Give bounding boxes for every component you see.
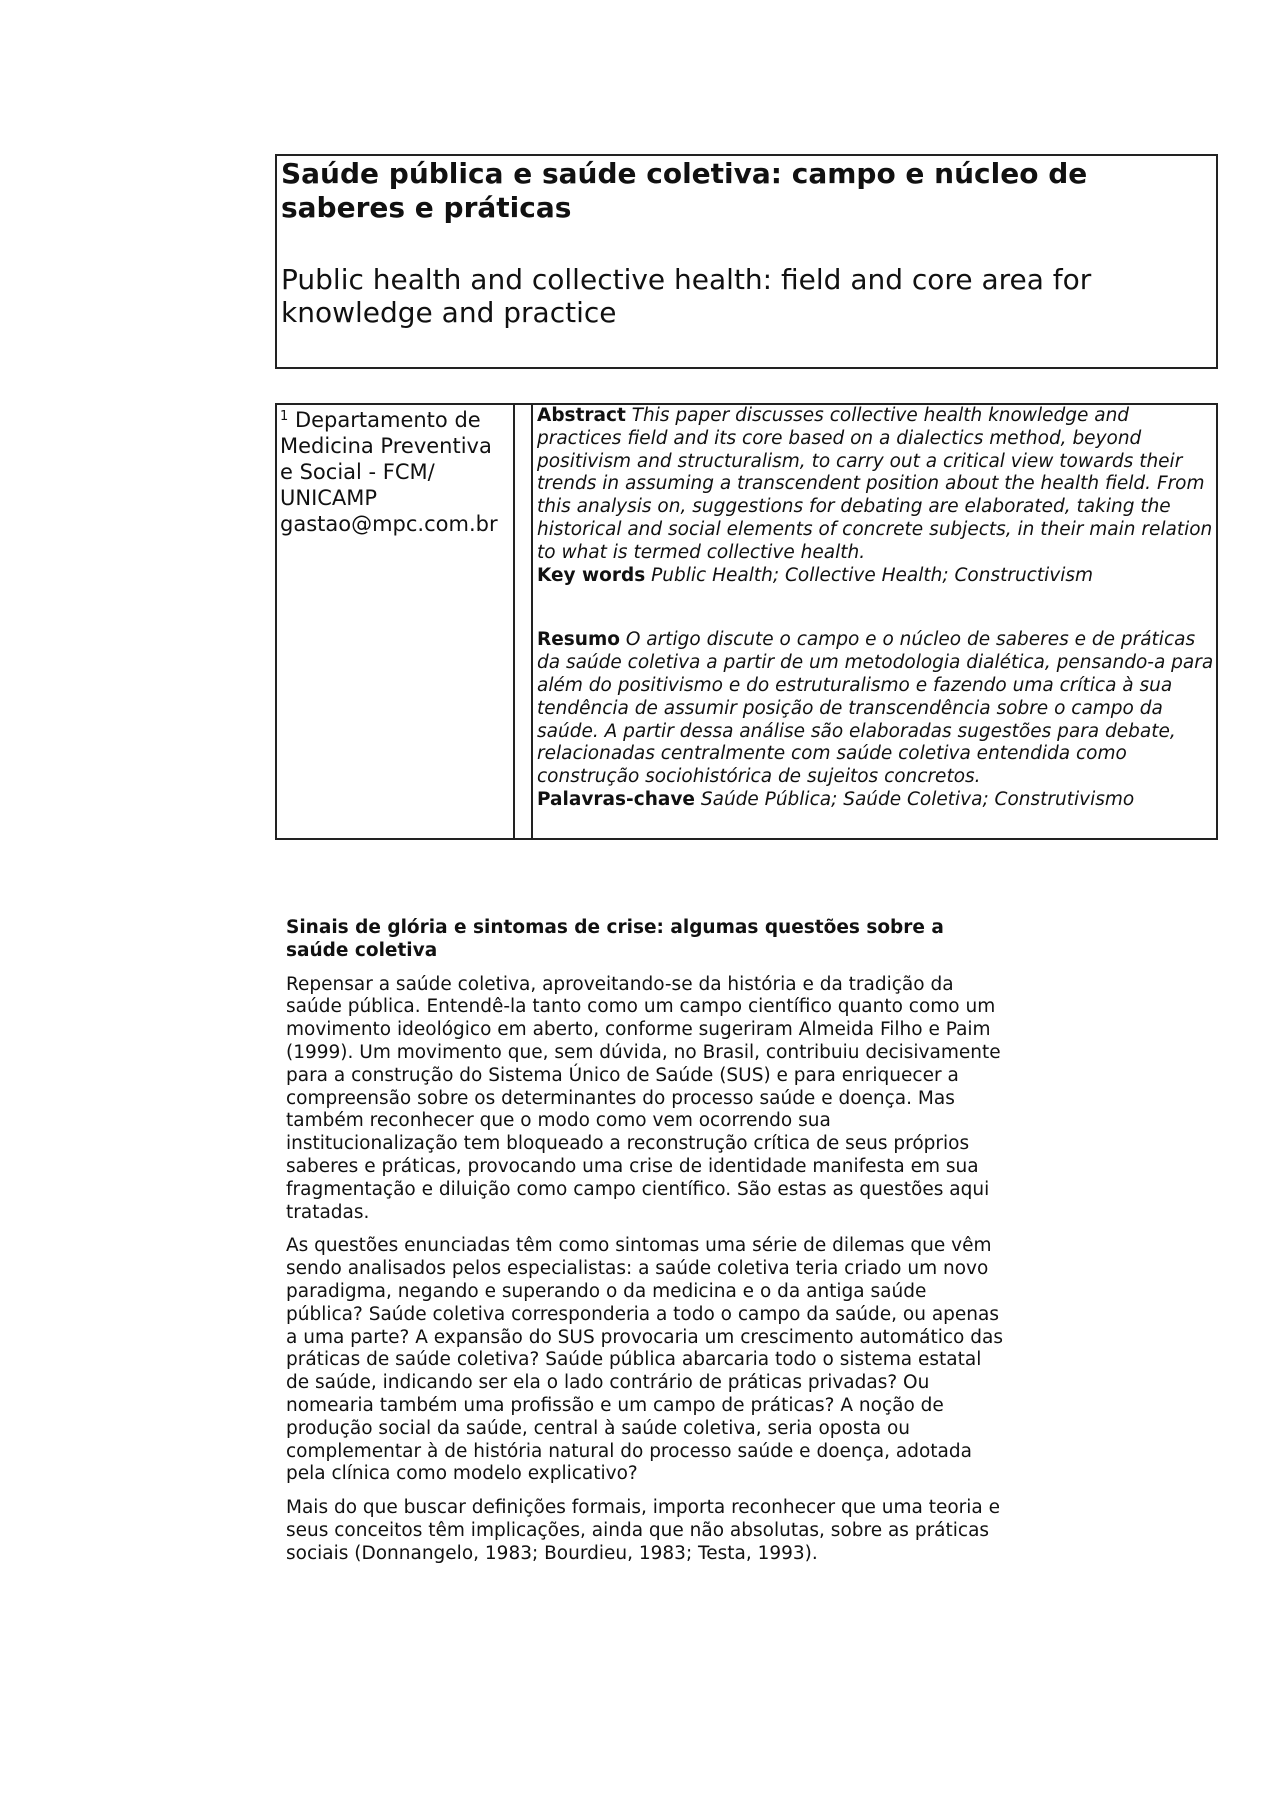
body-section [286, 917, 1006, 1577]
spacer-cell [515, 405, 533, 838]
title-box [275, 154, 1218, 369]
keywords-label: Key words [537, 564, 646, 586]
section-heading: Sinais de glória e sintomas de crise: algumas questões sobre a saúde coletiva [286, 917, 944, 961]
abstract-label: Abstract [537, 405, 626, 426]
palavras-chave-text: Saúde Pública; Saúde Coletiva; Construtivismo [700, 788, 1135, 810]
abstract-text: This paper discusses collective health knowledge and practices field and its core based on a dialectics method, beyond positivism and structuralism, to carry out a critical view towards their trends in assuming a transcendent position about the health field. From this analysis on, suggestions for debating are elaborated, taking the historical and social elements of concrete subjects, in their main relation to what is termed collective health. [537, 405, 1213, 563]
affiliation-line-3: e Social - FCM/ [280, 460, 435, 484]
affiliation-cell [277, 405, 515, 838]
affiliation-line-1 [280, 407, 513, 433]
resumo-label: Resumo [537, 629, 620, 651]
abstract-cell [534, 405, 1216, 838]
resumo-paragraph [537, 629, 1214, 789]
palavras-chave-label: Palavras-chave [537, 788, 695, 810]
title-english: Public health and collective health: field and core area for knowledge and practice [281, 263, 1092, 329]
resumo-text: O artigo discute o campo e o núcleo de saberes e de práticas da saúde coletiva a partir de um metodologia dialética, pensando-a para além do positivismo e do estruturalismo e fazendo uma crítica à sua tendência de assumir posição de transcendência sobre o campo da saúde. A partir dessa análise são elaboradas sugestões para debate, relacionadas centralmente com saúde coletiva entendida como construção sociohistórica de sujeitos concretos. [537, 629, 1214, 788]
body-paragraph-1: Repensar a saúde coletiva, aproveitando-se da história e da tradição da saúde pública. Entendê-la tanto como um campo científico quanto como um movimento ideológico em aberto, conforme sugeriram Almeida Filho e Paim (1999). Um movimento que, sem dúvida, no Brasil, contribuiu decisivamente para a construção do Sistema Único de Saúde (SUS) e para enriquecer a compreensão sobre os determinantes do processo saúde e doença. Mas também reconhecer que o modo como vem ocorrendo sua institucionalização tem bloqueado a reconstrução crítica de seus próprios saberes e práticas, provocando uma crise de identidade manifesta em sua fragmentação e diluição como campo científico. São estas as questões aqui tratadas. [286, 973, 1001, 1223]
affiliation-superscript: 1 [280, 409, 289, 424]
affiliation-department: Departamento de [294, 408, 481, 432]
abstract-paragraph [537, 405, 1214, 565]
keywords-text: Public Health; Collective Health; Constructivism [651, 564, 1093, 586]
resumo-keywords [537, 789, 1214, 812]
affiliation-email: gastao@mpc.com.br [280, 512, 498, 536]
affiliation-line-4: UNICAMP [280, 486, 378, 510]
abstract-table [275, 403, 1218, 840]
abstract-keywords [537, 565, 1214, 588]
affiliation-line-2: Medicina Preventiva [280, 434, 492, 458]
body-paragraph-2: As questões enunciadas têm como sintomas uma série de dilemas que vêm sendo analisados pelos especialistas: a saúde coletiva teria criado um novo paradigma, negando e superando o da medicina e o da antiga saúde pública? Saúde coletiva corresponderia a todo o campo da saúde, ou apenas a uma parte? A expansão do SUS provocaria um crescimento automático das práticas de saúde coletiva? Saúde pública abarcaria todo o sistema estatal de saúde, indicando ser ela o lado contrário de práticas privadas? Ou nomearia também uma profissão e um campo de práticas? A noção de produção social da saúde, central à saúde coletiva, seria oposta ou complementar à de história natural do processo saúde e doença, adotada pela clínica como modelo explicativo? [286, 1235, 1003, 1485]
title-portuguese: Saúde pública e saúde coletiva: campo e núcleo de saberes e práticas [281, 157, 1088, 224]
body-paragraph-3: Mais do que buscar definições formais, importa reconhecer que uma teoria e seus conceitos têm implicações, ainda que não absolutas, sobre as práticas sociais (Donnangelo, 1983; Bourdieu, 1983; Testa, 1993). [286, 1497, 1001, 1564]
